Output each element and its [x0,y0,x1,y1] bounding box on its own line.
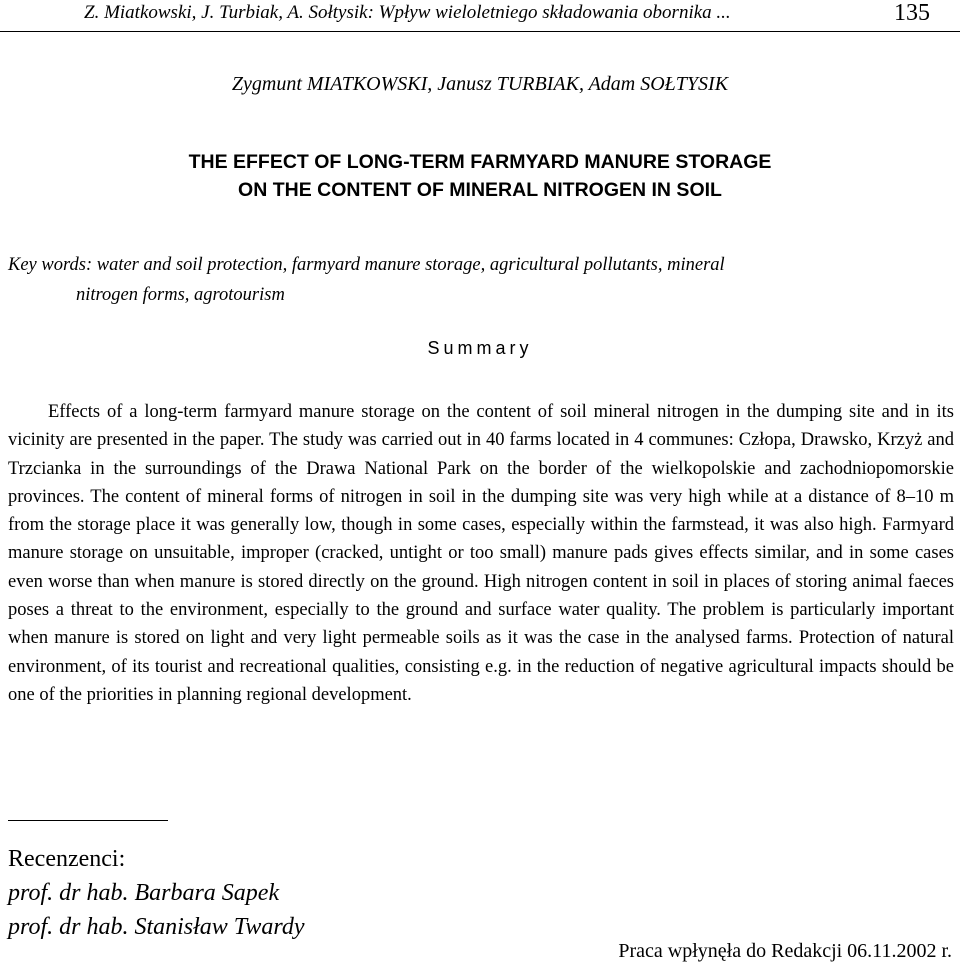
title-line-2: ON THE CONTENT OF MINERAL NITROGEN IN SOIL [238,179,722,201]
reviewers-label: Recenzenci: [8,846,126,872]
header-rule [0,31,960,32]
received-date: Praca wpłynęła do Redakcji 06.11.2002 r. [618,940,952,962]
reviewer-2: prof. dr hab. Stanisław Twardy [8,914,305,940]
authors: Zygmunt MIATKOWSKI, Janusz TURBIAK, Adam SOŁTYSIK [231,73,729,95]
running-head: Z. Miatkowski, J. Turbiak, A. Sołtysik: Wpływ wieloletniego składowania obornika ... [84,2,731,23]
footnote-rule [8,820,168,821]
article-title [0,148,960,204]
reviewers [8,842,304,944]
title-line-1: THE EFFECT OF LONG-TERM FARMYARD MANURE STORAGE [188,151,772,173]
summary-paragraph: Effects of a long-term farmyard manure storage on the content of soil mineral nitrogen in the dumping site and in its vicinity are presented in the paper. The study was carried out in 40 farms located in 4 communes: Człopa, Drawsko, Krzyż and Trzcianka in the surroundings of the Drawa National Park on the border of the wielkopolskie and zachodniopomorskie provinces. The content of mineral forms of nitrogen in soil in the dumping site was very high while at a distance of 8–10 m from the storage place it was generally low, though in some cases, especially within the farmstead, it was also high. Farmyard manure storage on unsuitable, improper (cracked, untight or too small) manure pads gives effects similar, and in some cases even worse than when manure is stored directly on the ground. High nitrogen content in soil in places of storing animal faeces poses a threat to the environment, especially to the ground and surface water quality. The problem is particularly important when manure is stored on light and very light permeable soils as it was the case in the analysed farms. Protection of natural environment, of its tourist and recreational qualities, consisting e.g. in the reduction of negative agricultural impacts should be one of the priorities in planning regional development. [8,402,954,705]
summary-heading: Summary [427,338,533,358]
summary-text [8,398,954,709]
keywords-line-1: Key words: water and soil protection, farmyard manure storage, agricultural pollutants, mineral [8,255,725,275]
keywords [8,250,958,310]
page-number: 135 [894,0,930,26]
keywords-line-2: nitrogen forms, agrotourism [76,285,285,305]
reviewer-1: prof. dr hab. Barbara Sapek [8,880,280,906]
